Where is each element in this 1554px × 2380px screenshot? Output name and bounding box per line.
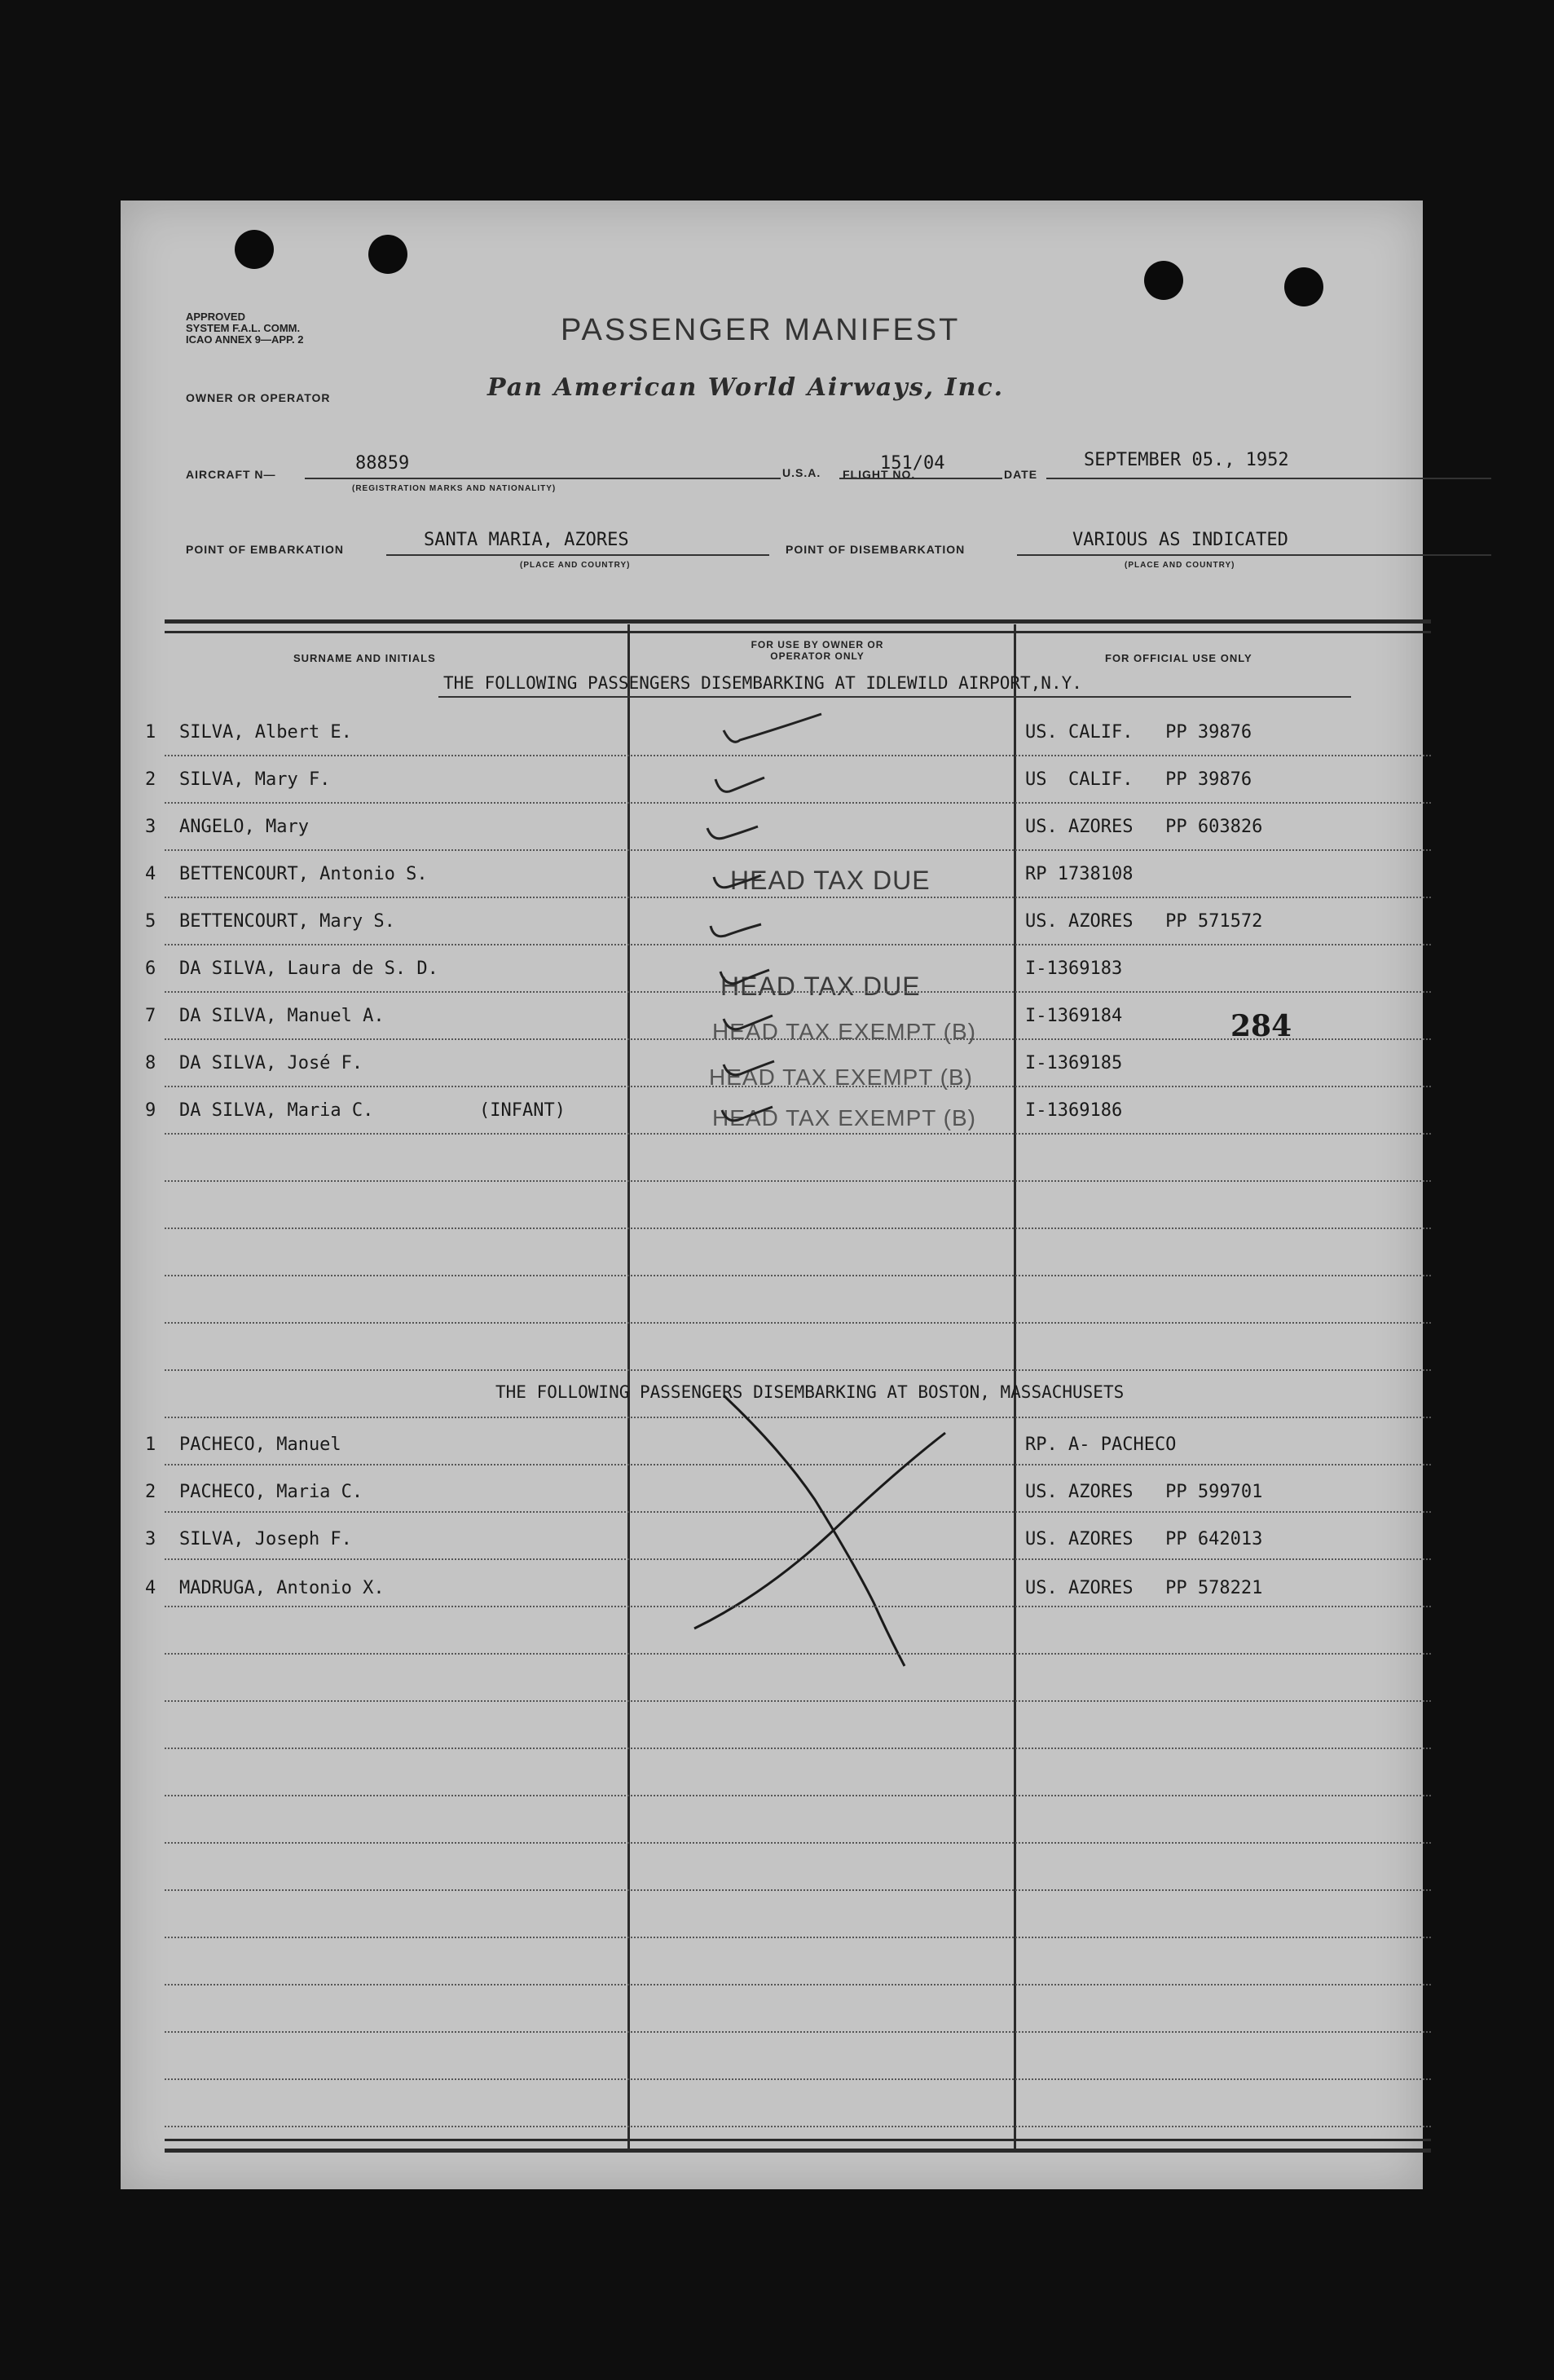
- official-entry: US. AZORES PP 571572: [1025, 911, 1263, 932]
- underline: [1046, 478, 1491, 479]
- registration-note: (REGISTRATION MARKS AND NATIONALITY): [352, 484, 557, 493]
- row-line: [165, 802, 1431, 804]
- check-icon: [724, 714, 821, 742]
- row-line: [165, 944, 1431, 945]
- passenger-name: MADRUGA, Antonio X.: [179, 1578, 385, 1598]
- passenger-name: PACHECO, Manuel: [179, 1435, 341, 1455]
- row-line: [165, 1889, 1431, 1891]
- row-line: [165, 2126, 1431, 2127]
- flight-label: FLIGHT NO.: [843, 468, 916, 481]
- row-number: 9: [145, 1100, 156, 1121]
- passenger-name: BETTENCOURT, Antonio S.: [179, 864, 428, 884]
- check-icon: [715, 778, 764, 791]
- place-note: (PLACE AND COUNTRY): [520, 561, 631, 570]
- row-line: [165, 755, 1431, 756]
- passenger-name: SILVA, Mary F.: [179, 769, 331, 790]
- row-line: [165, 1748, 1431, 1749]
- section-heading: THE FOLLOWING PASSENGERS DISEMBARKING AT BOSTON, MASSACHUSETS: [495, 1382, 1125, 1402]
- date-value: SEPTEMBER 05., 1952: [1084, 450, 1289, 470]
- official-entry: I-1369183: [1025, 959, 1123, 979]
- row-line: [165, 849, 1431, 851]
- row-number: 4: [145, 1578, 156, 1598]
- section-heading: THE FOLLOWING PASSENGERS DISEMBARKING AT IDLEWILD AIRPORT,N.Y.: [443, 673, 1082, 693]
- check-icon: [722, 1107, 773, 1121]
- passenger-name: BETTENCOURT, Mary S.: [179, 911, 395, 932]
- passenger-name: PACHECO, Maria C.: [179, 1482, 363, 1502]
- official-entry: US. CALIF. PP 39876: [1025, 722, 1252, 743]
- row-line: [165, 2031, 1431, 2033]
- passenger-name: ANGELO, Mary: [179, 817, 309, 837]
- underline: [438, 696, 1351, 698]
- owner-label: OWNER OR OPERATOR: [186, 391, 331, 404]
- date-label: DATE: [1004, 468, 1038, 481]
- underline: [386, 554, 769, 556]
- official-entry: US. AZORES PP 599701: [1025, 1482, 1263, 1502]
- row-line: [165, 897, 1431, 898]
- passenger-name: SILVA, Joseph F.: [179, 1529, 352, 1549]
- disembarkation-value: VARIOUS AS INDICATED: [1072, 530, 1288, 550]
- row-line: [165, 1653, 1431, 1655]
- row-line: [165, 1842, 1431, 1844]
- operator-name: Pan American World Airways, Inc.: [487, 373, 1005, 402]
- row-number: 3: [145, 817, 156, 837]
- place-note: (PLACE AND COUNTRY): [1125, 561, 1235, 570]
- row-number: 1: [145, 722, 156, 743]
- passenger-name: DA SILVA, Maria C.: [179, 1100, 374, 1121]
- table-top-rule: [165, 619, 1431, 624]
- official-entry: US CALIF. PP 39876: [1025, 769, 1252, 790]
- row-line: [165, 1369, 1431, 1371]
- official-entry: US. AZORES PP 578221: [1025, 1578, 1263, 1598]
- row-line: [165, 1133, 1431, 1135]
- row-number: 5: [145, 911, 156, 932]
- underline: [305, 478, 781, 479]
- passenger-name: DA SILVA, Laura de S. D.: [179, 959, 438, 979]
- punch-hole: [235, 230, 274, 269]
- row-line: [165, 2078, 1431, 2080]
- manifest-sheet: [121, 201, 1423, 2189]
- row-number: 6: [145, 959, 156, 979]
- row-number: 1: [145, 1435, 156, 1455]
- embarkation-value: SANTA MARIA, AZORES: [424, 530, 629, 550]
- approval-line: SYSTEM F.A.L. COMM.: [186, 322, 301, 334]
- punch-hole: [1284, 267, 1323, 306]
- flight-value: 151/04: [880, 453, 945, 474]
- row-line: [165, 1038, 1431, 1040]
- head-tax-stamp: HEAD TAX DUE: [720, 972, 921, 1001]
- infant-note: (INFANT): [479, 1100, 566, 1121]
- row-line: [165, 1984, 1431, 1986]
- approval-block: [186, 311, 304, 346]
- official-entry: I-1369184: [1025, 1006, 1123, 1026]
- row-number: 4: [145, 864, 156, 884]
- handwritten-annotation: 284: [1230, 1009, 1292, 1043]
- official-entry: I-1369185: [1025, 1053, 1123, 1073]
- table-bottom-rule: [165, 2139, 1431, 2141]
- row-line: [165, 1795, 1431, 1796]
- passenger-name: DA SILVA, Manuel A.: [179, 1006, 385, 1026]
- row-number: 7: [145, 1006, 156, 1026]
- row-line: [165, 1227, 1431, 1229]
- row-line: [165, 1937, 1431, 1938]
- row-line: [165, 1700, 1431, 1702]
- official-entry: RP 1738108: [1025, 864, 1134, 884]
- column-header-official-use: FOR OFFICIAL USE ONLY: [1105, 652, 1252, 664]
- embarkation-label: POINT OF EMBARKATION: [186, 543, 344, 556]
- row-line: [165, 1606, 1431, 1607]
- disembarkation-label: POINT OF DISEMBARKATION: [786, 543, 966, 556]
- check-icon: [714, 875, 761, 888]
- row-number: 3: [145, 1529, 156, 1549]
- row-line: [165, 1180, 1431, 1182]
- head-tax-stamp: HEAD TAX EXEMPT (B): [712, 1019, 976, 1044]
- passenger-name: SILVA, Albert E.: [179, 722, 352, 743]
- aircraft-label: AIRCRAFT N—: [186, 468, 276, 481]
- passenger-name: DA SILVA, José F.: [179, 1053, 363, 1073]
- row-line: [165, 1086, 1431, 1087]
- underline: [839, 478, 1002, 479]
- head-tax-stamp: HEAD TAX DUE: [730, 866, 931, 895]
- row-line: [165, 1322, 1431, 1324]
- official-entry: RP. A- PACHECO: [1025, 1435, 1177, 1455]
- row-line: [165, 991, 1431, 993]
- check-icon: [707, 826, 758, 839]
- check-icon: [720, 970, 769, 984]
- punch-hole: [1144, 261, 1183, 300]
- row-number: 2: [145, 1482, 156, 1502]
- column-header-surname: SURNAME AND INITIALS: [293, 652, 436, 664]
- check-icon: [724, 1016, 773, 1029]
- table-bottom-rule: [165, 2149, 1431, 2153]
- check-icon: [711, 924, 761, 937]
- crossout-mark: [675, 1374, 968, 1684]
- table-header-rule: [165, 631, 1431, 633]
- official-entry: US. AZORES PP 642013: [1025, 1529, 1263, 1549]
- column-header-owner-use: FOR USE BY OWNER OR OPERATOR ONLY: [751, 639, 884, 662]
- head-tax-stamp: HEAD TAX EXEMPT (B): [709, 1064, 973, 1090]
- underline: [1017, 554, 1491, 556]
- row-line: [165, 1275, 1431, 1276]
- check-marks: [577, 690, 838, 1146]
- official-entry: I-1369186: [1025, 1100, 1123, 1121]
- approval-line: APPROVED: [186, 311, 245, 323]
- head-tax-stamp: HEAD TAX EXEMPT (B): [712, 1105, 976, 1130]
- official-entry: US. AZORES PP 603826: [1025, 817, 1263, 837]
- usa-label: U.S.A.: [782, 466, 821, 479]
- punch-hole: [368, 235, 407, 274]
- row-number: 8: [145, 1053, 156, 1073]
- check-icon: [724, 1061, 774, 1075]
- aircraft-value: 88859: [355, 453, 410, 474]
- form-title: PASSENGER MANIFEST: [561, 313, 961, 347]
- row-number: 2: [145, 769, 156, 790]
- approval-line: ICAO ANNEX 9—APP. 2: [186, 333, 304, 346]
